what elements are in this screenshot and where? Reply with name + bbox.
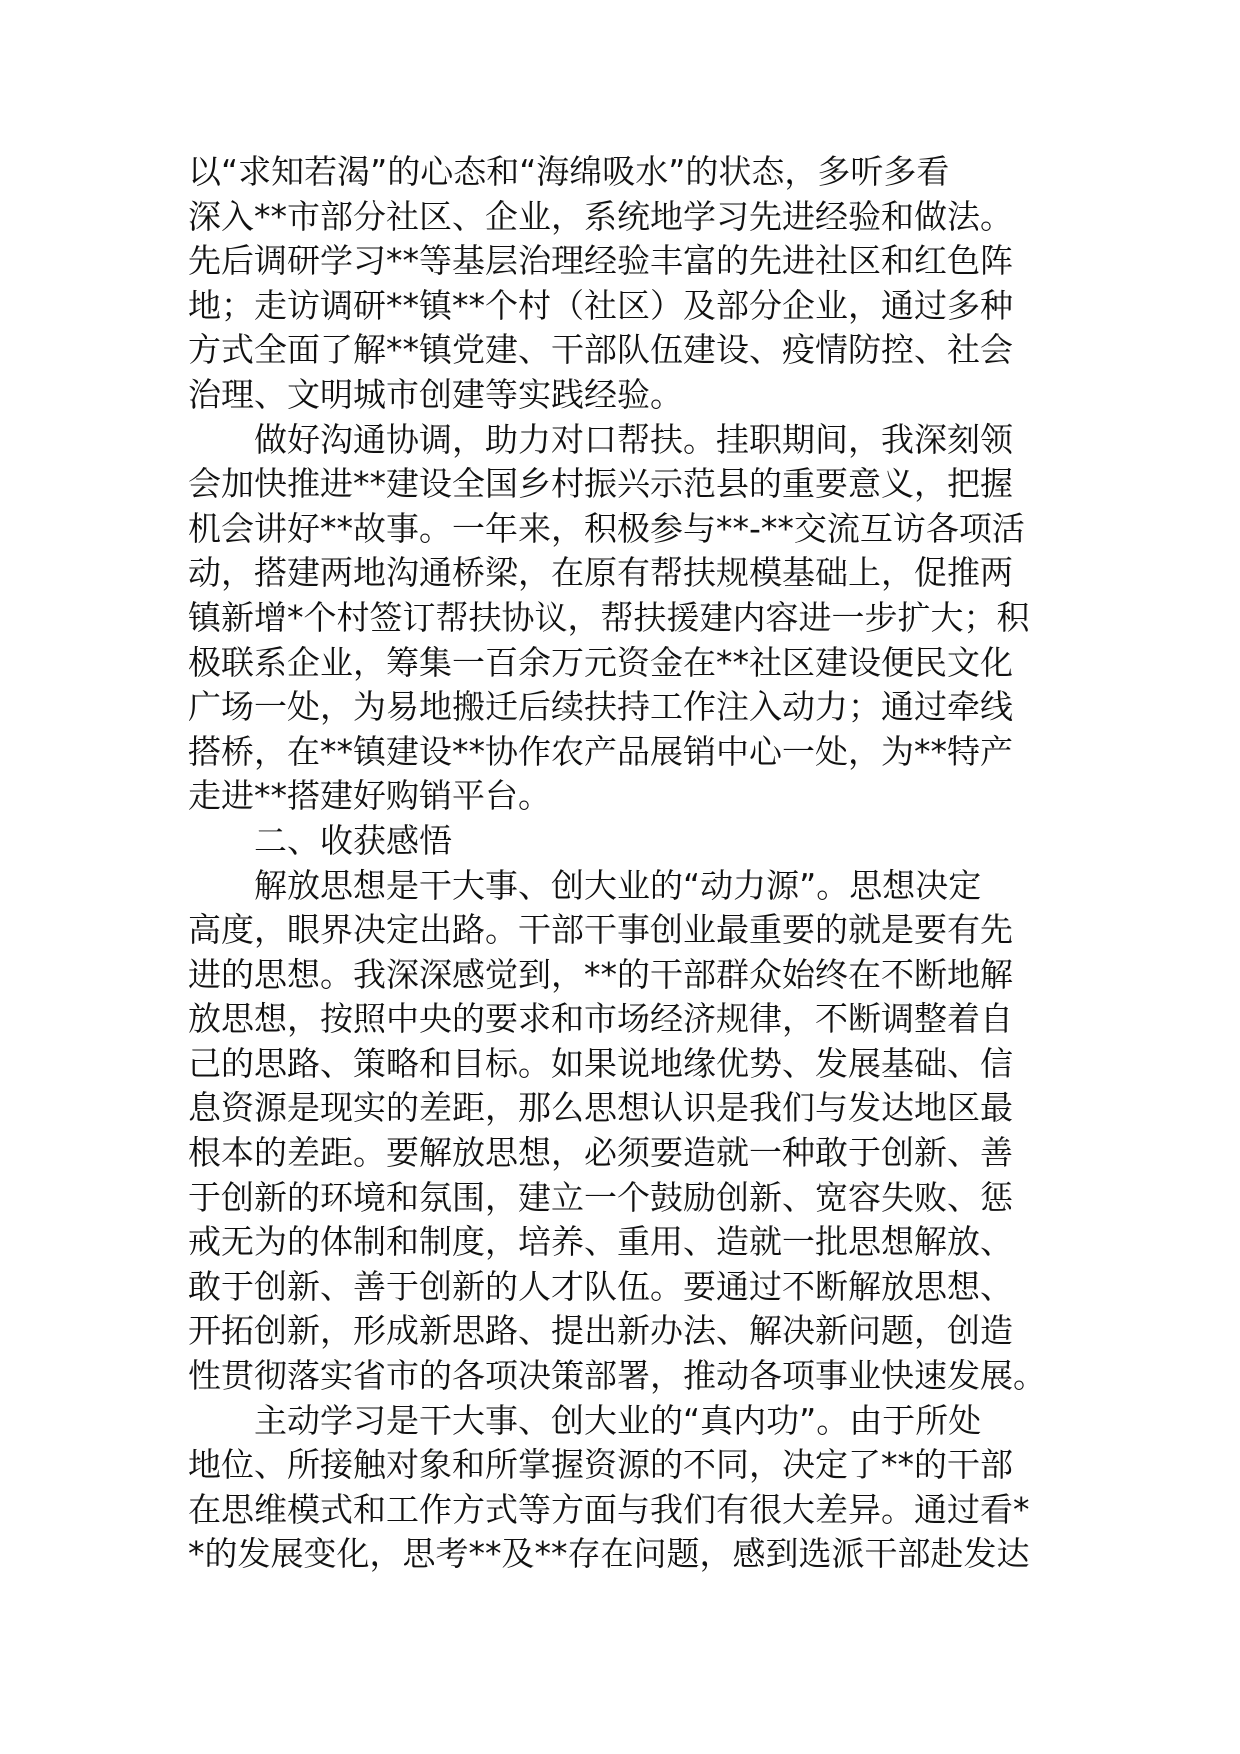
text-line: 动，搭建两地沟通桥梁，在原有帮扶规模基础上，促推两: [188, 553, 1013, 593]
text-line: 根本的差距。要解放思想，必须要造就一种敢于创新、善: [188, 1133, 1013, 1173]
text-line: 地位、所接触对象和所掌握资源的不同，决定了**的干部: [188, 1445, 1013, 1485]
text-line: 方式全面了解**镇党建、干部队伍建设、疫情防控、社会: [188, 330, 1013, 370]
section-heading: 二、收获感悟: [254, 820, 452, 860]
text-line: 镇新增*个村签订帮扶协议，帮扶援建内容进一步扩大；积: [188, 597, 1030, 637]
text-line: 极联系企业，筹集一百余万元资金在**社区建设便民文化: [188, 642, 1013, 682]
text-line: 放思想，按照中央的要求和市场经济规律，不断调整着自: [188, 999, 1013, 1039]
text-line: 敢于创新、善于创新的人才队伍。要通过不断解放思想、: [188, 1266, 1013, 1306]
text-line: 会加快推进**建设全国乡村振兴示范县的重要意义，把握: [188, 464, 1013, 504]
text-line: 先后调研学习**等基层治理经验丰富的先进社区和红色阵: [188, 241, 1013, 281]
text-line: 戒无为的体制和制度，培养、重用、造就一批思想解放、: [188, 1222, 1013, 1262]
text-line: 深入**市部分社区、企业，系统地学习先进经验和做法。: [188, 196, 1013, 236]
paragraph-first-line: 解放思想是干大事、创大业的“动力源”。思想决定: [254, 865, 982, 905]
paragraph-first-line: 做好沟通协调，助力对口帮扶。挂职期间，我深刻领: [254, 419, 1013, 459]
text-line: 高度，眼界决定出路。干部干事创业最重要的就是要有先: [188, 910, 1013, 950]
text-line: 地；走访调研**镇**个村（社区）及部分企业，通过多种: [188, 285, 1013, 325]
text-line: 机会讲好**故事。一年来，积极参与**-**交流互访各项活: [188, 508, 1025, 548]
text-line: 走进**搭建好购销平台。: [188, 776, 551, 816]
text-line: 进的思想。我深深感觉到，**的干部群众始终在不断地解: [188, 954, 1013, 994]
text-line: 于创新的环境和氛围，建立一个鼓励创新、宽容失败、惩: [188, 1177, 1013, 1217]
text-line: 搭桥，在**镇建设**协作农产品展销中心一处，为**特产: [188, 731, 1013, 771]
text-line: *的发展变化，思考**及**存在问题，感到选派干部赴发达: [188, 1534, 1030, 1574]
text-line: 息资源是现实的差距，那么思想认识是我们与发达地区最: [188, 1088, 1013, 1128]
text-line: 在思维模式和工作方式等方面与我们有很大差异。通过看*: [188, 1489, 1030, 1529]
text-line: 治理、文明城市创建等实践经验。: [188, 374, 683, 414]
document-page: [188, 150, 1054, 1577]
text-line: 以“求知若渴”的心态和“海绵吸水”的状态，多听多看: [188, 152, 950, 191]
paragraph-first-line: 主动学习是干大事、创大业的“真内功”。由于所处: [254, 1400, 982, 1440]
text-line: 性贯彻落实省市的各项决策部署，推动各项事业快速发展。: [188, 1356, 1046, 1396]
text-line: 广场一处，为易地搬迁后续扶持工作注入动力；通过牵线: [188, 687, 1013, 727]
text-line: 开拓创新，形成新思路、提出新办法、解决新问题，创造: [188, 1311, 1013, 1351]
text-line: 己的思路、策略和目标。如果说地缘优势、发展基础、信: [188, 1043, 1013, 1083]
